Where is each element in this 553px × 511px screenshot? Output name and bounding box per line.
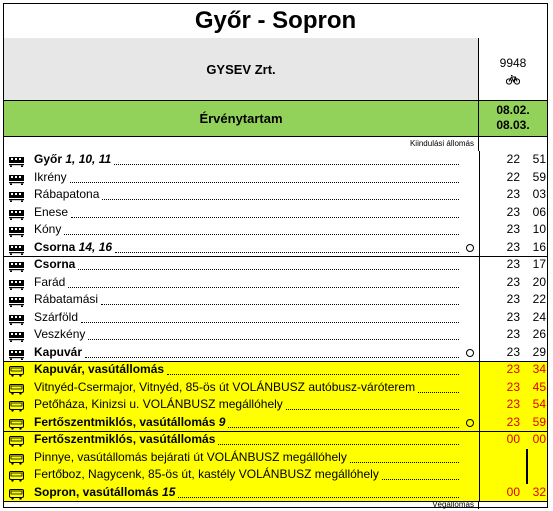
stop-row [4,414,547,432]
dot-leader [228,427,459,428]
stop-name [34,344,449,361]
stop-name [34,291,449,308]
operator-name: GYSEV Zrt. [206,62,276,77]
time-hour: 22 [506,169,520,184]
stop-row [4,151,547,169]
dot-leader [350,462,459,463]
stop-row [4,484,547,502]
time-minute: 59 [532,414,546,429]
stop-name-text: Szárföld [34,309,79,324]
stop-name [34,466,449,483]
time-minute: 16 [532,239,546,254]
time-hour: 23 [506,379,520,394]
bus-icon [9,469,24,480]
time-minute: 34 [532,362,546,376]
stop-row [4,274,547,292]
time-hour: 00 [506,484,520,499]
dot-leader [218,444,459,445]
stop-name [34,361,449,378]
dot-leader [85,357,459,358]
stop-row [4,396,547,414]
dot-leader [178,497,459,498]
route-title: Győr - Sopron [4,4,547,39]
dot-leader [88,339,459,340]
time-hour: 23 [506,344,520,359]
train-icon [9,294,24,305]
bus-icon [9,487,24,498]
stop-row [4,239,547,257]
stop-name-text: Győr [34,152,63,166]
time-minute: 24 [532,309,546,324]
section-divider [4,361,547,362]
dot-leader [114,164,459,165]
time-hour: 23 [506,204,520,219]
stop-name-text: Csorna [34,257,76,271]
bus-icon [9,452,24,463]
stop-row [4,361,547,379]
time-hour: 23 [506,292,520,306]
footnote-ref: 1, 10, 11 [62,152,112,166]
section-divider [4,256,547,257]
train-icon [9,189,24,200]
time-hour: 23 [506,257,520,271]
stop-name [34,309,449,326]
time-minute: 20 [532,274,546,289]
operator-cell [4,38,479,101]
stop-name-text: Rábatamási [34,292,99,306]
time-minute: 29 [532,344,546,359]
train-icon [9,277,24,288]
dot-leader [81,322,459,323]
dot-leader [115,252,459,253]
footnote-ref: 9 [215,414,226,429]
time-minute: 06 [532,204,546,219]
stop-name [34,326,449,343]
stop-name [34,151,449,168]
stop-name-text: Kóny [34,222,62,236]
dot-leader [71,217,459,218]
stop-name [34,169,449,186]
dot-leader [167,374,459,375]
stop-name-text: Kapuvár [34,344,83,359]
circle-marker-icon [466,244,474,252]
bus-icon [9,399,24,410]
stop-row [4,186,547,204]
stop-name-text: Sopron, vasútállomás [34,484,159,499]
stop-row [4,379,547,397]
stop-row [4,291,547,309]
circle-marker-icon [466,419,474,427]
stop-name-text: Vitnyéd-Csermajor, Vitnyéd, 85-ös út VOLÁNBUSZ autóbusz-váróterem [34,379,416,394]
train-number: 9948 [499,56,527,70]
time-hour: 23 [506,239,520,254]
bus-icon [9,417,24,428]
stop-row [4,344,547,362]
stop-name-text: Rábapatona [34,187,100,201]
time-minute: 10 [532,222,546,236]
time-minute: 22 [532,292,546,306]
train-icon [9,312,24,323]
time-minute: 00 [532,432,546,446]
time-minute: 26 [532,327,546,341]
stop-name-text: Enese [34,204,69,219]
stop-name-text: Kapuvár, vasútállomás [34,362,165,376]
train-icon [9,154,24,165]
time-hour: 23 [506,274,520,289]
dot-leader [70,182,459,183]
time-hour: 23 [506,187,520,201]
dot-leader [382,479,459,480]
arrival-label: Végállomás [4,501,479,509]
time-hour: 23 [506,414,520,429]
time-hour: 23 [506,397,520,411]
stop-name [34,221,449,238]
stop-name [34,431,449,448]
stop-name-text: Ikrény [34,169,67,184]
stop-row [4,169,547,187]
time-hour: 23 [506,327,520,341]
stop-row [4,449,547,467]
departure-label: Kiindulási állomás [4,137,479,151]
stop-row [4,309,547,327]
footnote-ref: 14, 16 [75,239,113,254]
dot-leader [101,304,459,305]
stop-row [4,466,547,484]
validity-label: Érvénytartam [199,111,283,126]
stop-name [34,379,449,396]
train-icon [9,259,24,270]
train-column-header [479,38,547,101]
bus-icon [9,364,24,375]
stop-row [4,221,547,239]
dot-leader [64,234,459,235]
time-minute: 51 [532,152,546,166]
train-icon [9,242,24,253]
time-hour: 23 [506,309,520,324]
stop-row [4,256,547,274]
train-icon [9,207,24,218]
stop-name-text: Veszkény [34,327,86,341]
stop-name-text: Petőháza, Kinizsi u. VOLÁNBUSZ megállóhely [34,397,283,411]
dot-leader [78,269,459,270]
validity-date-to: 08.03. [496,118,530,132]
bus-icon [9,382,24,393]
stop-name-text: Pinnye, vasútállomás bejárati út VOLÁNBUSZ megállóhely [34,449,347,464]
time-minute: 17 [532,257,546,271]
dot-leader [418,392,459,393]
dot-leader [102,199,459,200]
pass-through-line [526,466,528,484]
stop-name [34,274,449,291]
validity-cell [4,101,479,137]
timetable [3,3,548,508]
time-hour: 00 [506,432,520,446]
bicycle-icon [506,74,520,85]
stop-row [4,326,547,344]
time-hour: 23 [506,222,520,236]
section-divider [4,431,547,432]
validity-dates [479,101,547,137]
dot-leader [286,409,459,410]
stop-name [34,414,449,431]
time-minute: 45 [532,379,546,394]
stop-name [34,204,449,221]
dot-leader [68,287,459,288]
time-minute: 03 [532,187,546,201]
stop-name-text: Fertőboz, Nagycenk, 85-ös út, kastély VOLÁNBUSZ megállóhely [34,467,379,481]
time-hour: 23 [506,362,520,376]
pass-through-line [526,449,528,467]
time-hour: 22 [506,152,520,166]
stop-name [34,186,449,203]
stop-name [34,449,449,466]
stop-name [34,239,449,256]
stop-name-text: Farád [34,274,66,289]
time-minute: 54 [532,397,546,411]
stop-name [34,396,449,413]
footnote-ref: 15 [158,484,176,499]
stop-row [4,431,547,449]
stop-name-text: Fertőszentmiklós, vasútállomás [34,414,216,429]
stop-name-text: Fertőszentmiklós, vasútállomás [34,432,216,446]
stop-row [4,204,547,222]
stop-name [34,256,449,273]
train-icon [9,347,24,358]
time-minute: 59 [532,169,546,184]
validity-date-from: 08.02. [496,103,530,117]
train-icon [9,329,24,340]
bus-icon [9,434,24,445]
circle-marker-icon [466,349,474,357]
time-minute: 32 [532,484,546,499]
train-icon [9,172,24,183]
stop-name [34,484,449,501]
train-icon [9,224,24,235]
stop-name-text: Csorna [34,239,76,254]
